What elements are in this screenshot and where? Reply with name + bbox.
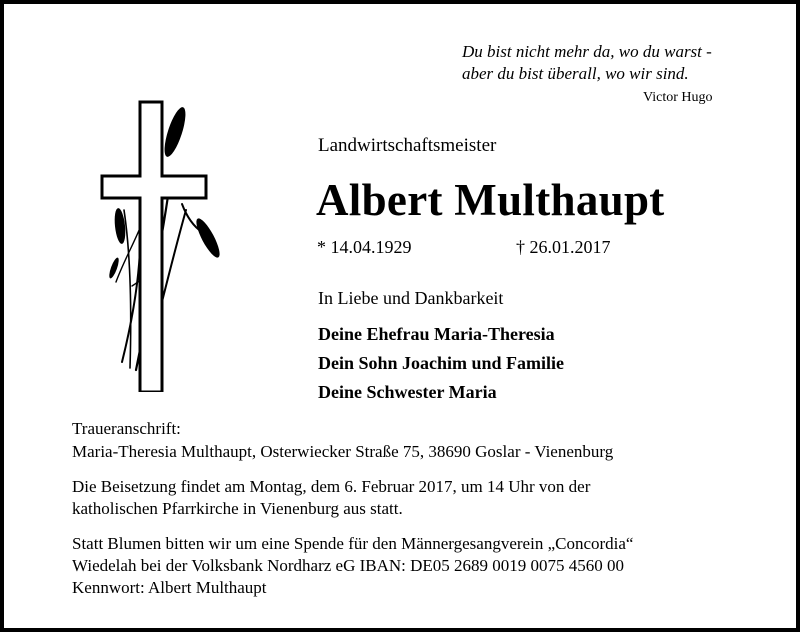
donation-line-2: Wiedelah bei der Volksbank Nordharz eG IBAN: DE05 2689 0019 0075 4560 00	[72, 556, 625, 575]
funeral-line-2: katholischen Pfarrkirche in Vienenburg aus statt.	[72, 499, 403, 518]
birth-date: * 14.04.1929	[317, 237, 412, 257]
address-label: Traueranschrift:	[72, 419, 181, 438]
quote-line-2: aber du bist überall, wo wir sind.	[462, 64, 689, 83]
funeral-line-1: Die Beisetzung findet am Montag, dem 6. Februar 2017, um 14 Uhr von der	[72, 477, 591, 496]
quote-line-1: Du bist nicht mehr da, wo du warst -	[462, 42, 712, 61]
donation-line-1: Statt Blumen bitten wir um eine Spende für den Männergesangverein „Concordia“	[72, 534, 634, 553]
profession: Landwirtschaftsmeister	[318, 135, 497, 156]
mourner-son: Dein Sohn Joachim und Familie	[318, 353, 565, 373]
quote-author: Victor Hugo	[643, 90, 713, 105]
deceased-name: Albert Multhaupt	[316, 175, 665, 225]
mourner-spouse: Deine Ehefrau Maria-Theresia	[318, 324, 555, 344]
gratitude-line: In Liebe und Dankbarkeit	[318, 288, 504, 308]
mourner-sister: Deine Schwester Maria	[318, 382, 497, 402]
address-value: Maria-Theresia Multhaupt, Osterwiecker Straße 75, 38690 Goslar - Vienenburg	[72, 442, 614, 461]
death-date: † 26.01.2017	[516, 237, 611, 257]
cross-with-wheat-icon	[90, 100, 240, 392]
donation-line-3: Kennwort: Albert Multhaupt	[72, 578, 267, 597]
